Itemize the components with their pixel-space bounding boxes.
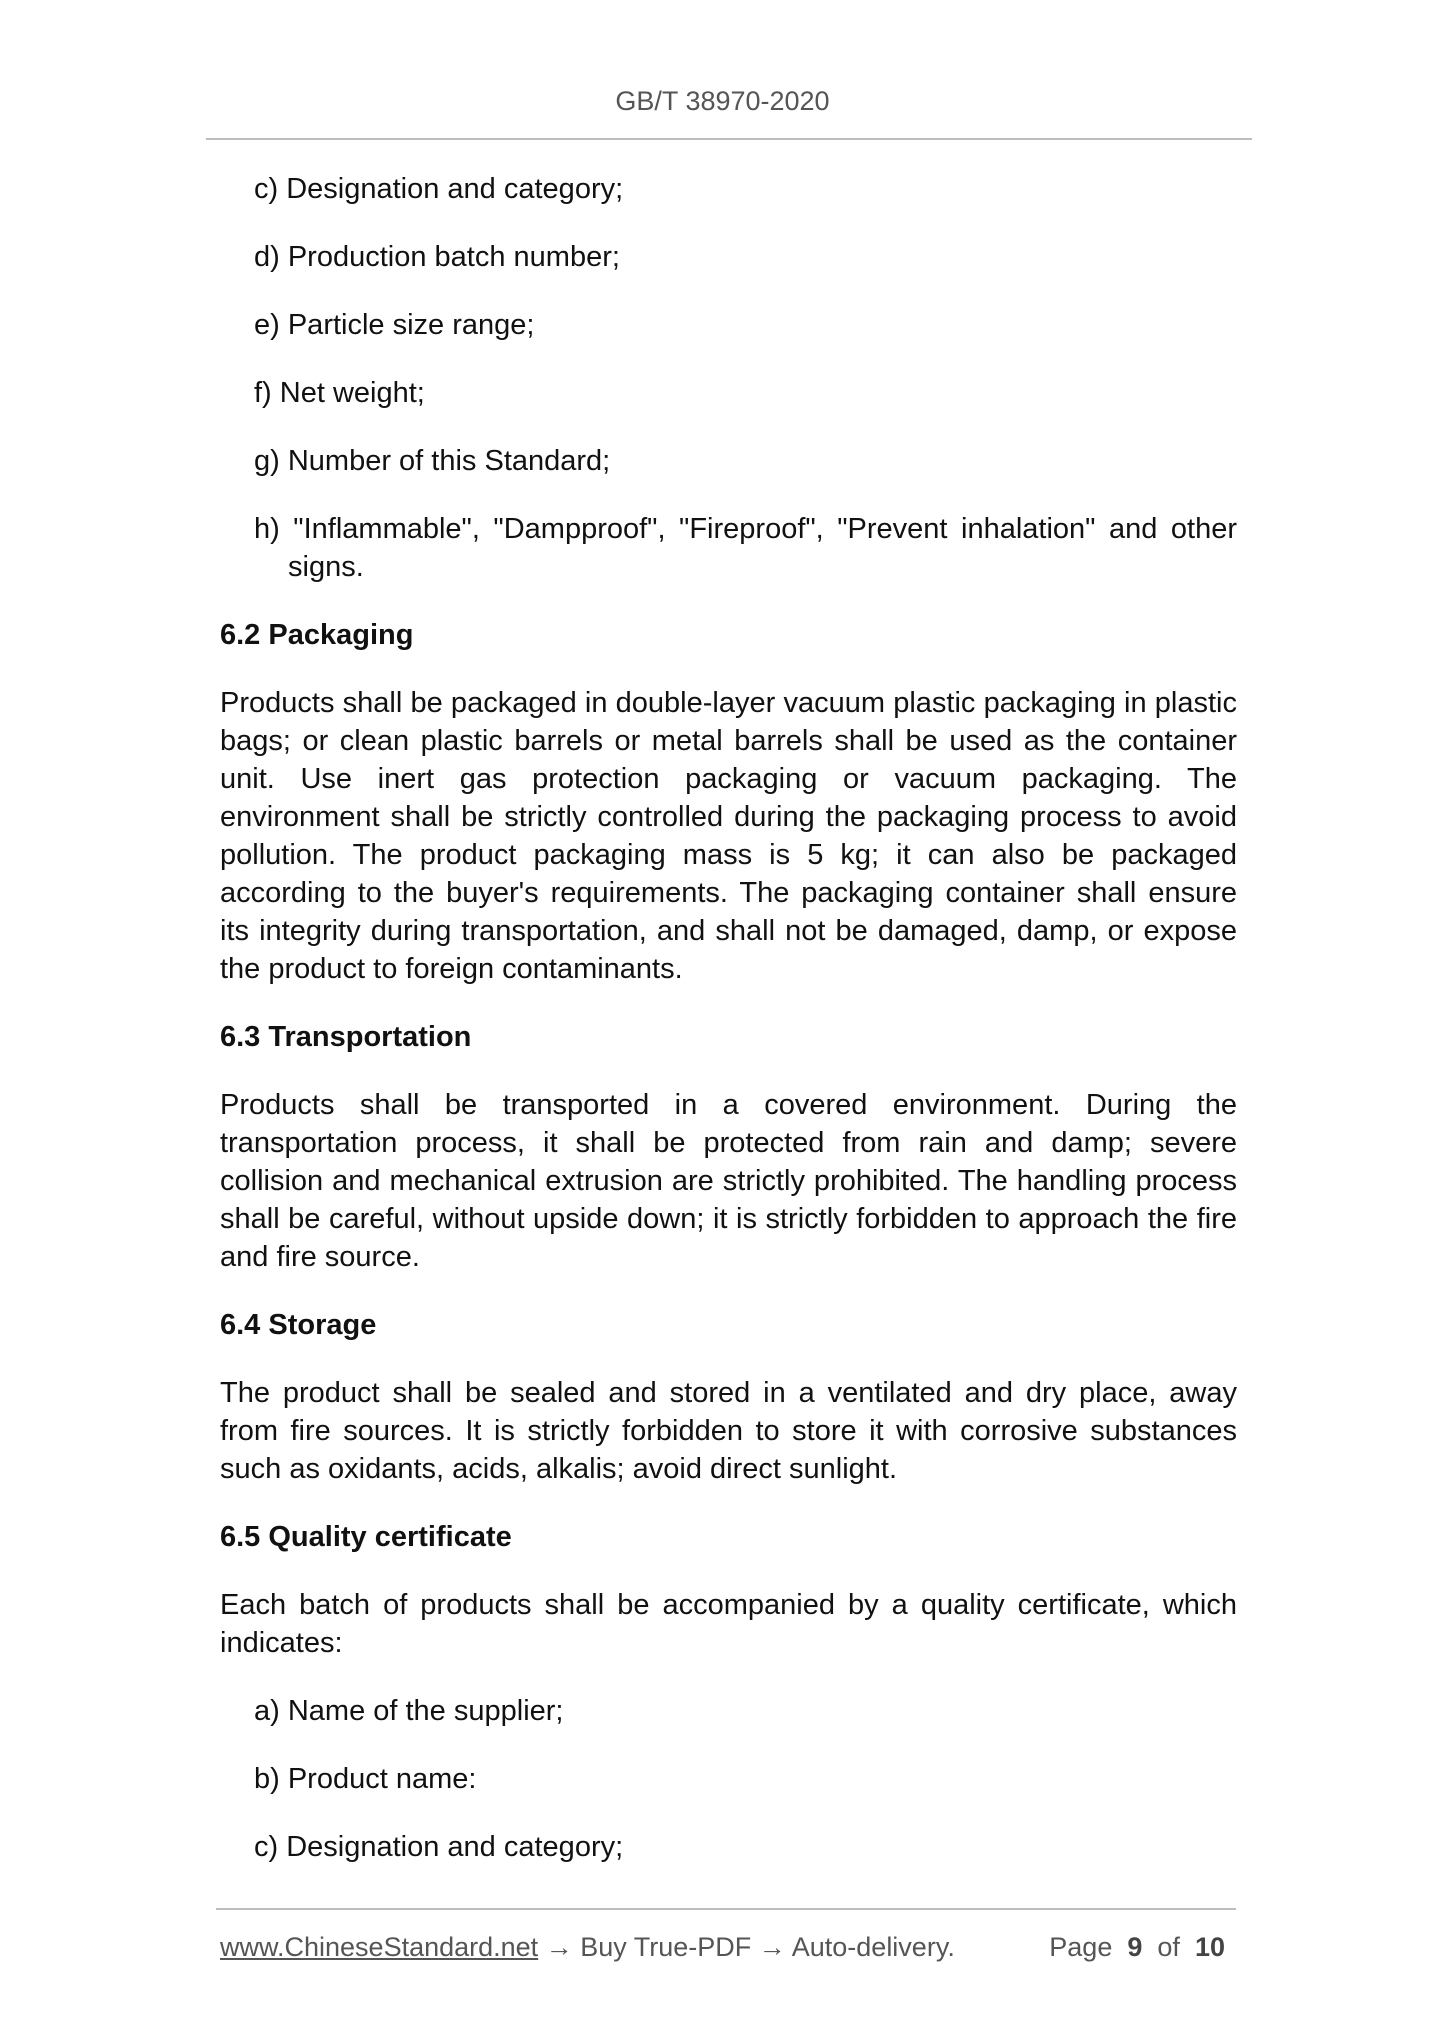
document-id: GB/T 38970-2020 xyxy=(615,86,830,116)
section-heading-quality-certificate: 6.5 Quality certificate xyxy=(220,1521,512,1553)
section-heading-packaging: 6.2 Packaging xyxy=(220,619,414,651)
section-body-packaging: Products shall be packaged in double-layer vacuum plastic packaging in plastic bags; or clean plastic barrels or metal barrels shall be used as the container unit. Use inert gas protection packaging or vacuum packaging. The environment shall be strictly controlled during the packaging process to avoid pollution. The product packaging mass is 5 kg; it can also be packaged according to the buyer's requirements. The packaging container shall ensure its integrity during transportation, and shall not be damaged, damp, or expose the product to foreign contaminants. xyxy=(220,687,1237,985)
section-body-transportation: Products shall be transported in a covered environment. During the transportation process, it shall be protected from rain and damp; severe collision and mechanical extrusion are strictly prohibited. The handling process shall be careful, without upside down; it is strictly forbidden to approach the fire and fire source. xyxy=(220,1089,1237,1273)
section-body-storage: The product shall be sealed and stored in a ventilated and dry place, away from fire sources. It is strictly forbidden to store it with corrosive substances such as oxidants, acids, alkalis; avoid direct sunlight. xyxy=(220,1377,1237,1485)
page-current: 9 xyxy=(1127,1932,1143,1962)
list-item: g) Number of this Standard; xyxy=(254,445,611,477)
document-header xyxy=(0,86,1445,117)
list-item: c) Designation and category; xyxy=(254,1831,624,1863)
list-item: f) Net weight; xyxy=(254,377,425,409)
page-content xyxy=(220,170,1237,1896)
page-total: 10 xyxy=(1194,1932,1225,1962)
page-word: Page xyxy=(1049,1932,1113,1962)
footer-tagline: → Buy True-PDF → Auto-delivery. xyxy=(538,1932,955,1962)
website-link[interactable]: www.ChineseStandard.net xyxy=(220,1932,539,1962)
page-of: of xyxy=(1157,1932,1180,1962)
footer-divider xyxy=(216,1908,1236,1910)
list-item: e) Particle size range; xyxy=(254,309,535,341)
page-indicator xyxy=(1049,1930,1225,1964)
list-item: a) Name of the supplier; xyxy=(254,1695,564,1727)
section-heading-transportation: 6.3 Transportation xyxy=(220,1021,472,1053)
section-body-quality-certificate: Each batch of products shall be accompanied by a quality certificate, which indicates: xyxy=(220,1589,1237,1659)
list-item: d) Production batch number; xyxy=(254,241,620,273)
list-item: b) Product name: xyxy=(254,1763,477,1795)
document-footer xyxy=(220,1930,1237,1964)
list-item: c) Designation and category; xyxy=(254,173,624,205)
list-item: h) "Inflammable", "Dampproof", "Fireproof", "Prevent inhalation" and other signs. xyxy=(254,513,1237,583)
section-heading-storage: 6.4 Storage xyxy=(220,1309,377,1341)
header-divider xyxy=(206,138,1252,140)
